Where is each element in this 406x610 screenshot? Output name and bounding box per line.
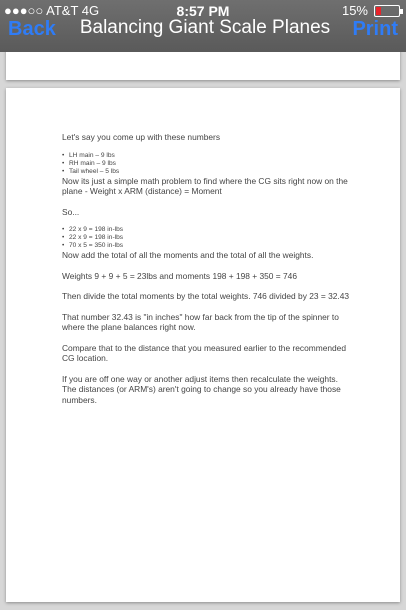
- battery-percent: 15%: [341, 3, 368, 18]
- paragraph-add-totals: Now add the total of all the moments and the total of all the weights.: [62, 250, 314, 260]
- list-item: • LH main – 9 lbs: [62, 152, 352, 160]
- document-content: [62, 132, 352, 415]
- moments-list: [62, 226, 352, 250]
- list-item: • 70 x 5 = 350 in-lbs: [62, 242, 352, 250]
- print-button[interactable]: Print: [352, 18, 398, 40]
- list-item: • 22 x 9 = 198 in-lbs: [62, 234, 352, 242]
- status-time: 8:57 PM: [176, 3, 230, 19]
- paragraph-totals: Weights 9 + 9 + 5 = 23lbs and moments 198 + 198 + 350 = 746: [62, 270, 297, 281]
- paragraph-compare: Compare that to the distance that you measured earlier to the recommended CG location.: [62, 342, 346, 363]
- document-page: [6, 88, 400, 602]
- navigation-bar: [0, 16, 406, 52]
- list-item: • 22 x 9 = 198 in-lbs: [62, 226, 352, 234]
- so-text: So...: [62, 206, 80, 217]
- paragraph-adjust: If you are off one way or another adjust items then recalculate the weights. The distances (or ARM's) aren't going to change so you already have those numbers.: [62, 373, 341, 405]
- paragraph-result: That number 32.43 is "in inches" how far back from the tip of the spinner to where the plane balances right now.: [62, 311, 339, 332]
- list-item: • Tail wheel – 5 lbs: [62, 168, 352, 176]
- back-button[interactable]: Back: [8, 18, 56, 40]
- top-bar: [0, 0, 406, 52]
- weights-list: [62, 152, 352, 176]
- intro-text: Let's say you come up with these numbers: [62, 132, 221, 142]
- paragraph-formula: Now its just a simple math problem to find where the CG sits right now on the plane - Weight x ARM (distance) = Moment: [62, 175, 348, 196]
- carrier-signal: ●●●○○ AT&T 4G: [4, 3, 100, 18]
- paragraph-divide: Then divide the total moments by the total weights. 746 divided by 23 = 32.43: [62, 291, 350, 301]
- list-item: • RH main – 9 lbs: [62, 160, 352, 168]
- page-title: Balancing Giant Scale Planes: [79, 17, 331, 38]
